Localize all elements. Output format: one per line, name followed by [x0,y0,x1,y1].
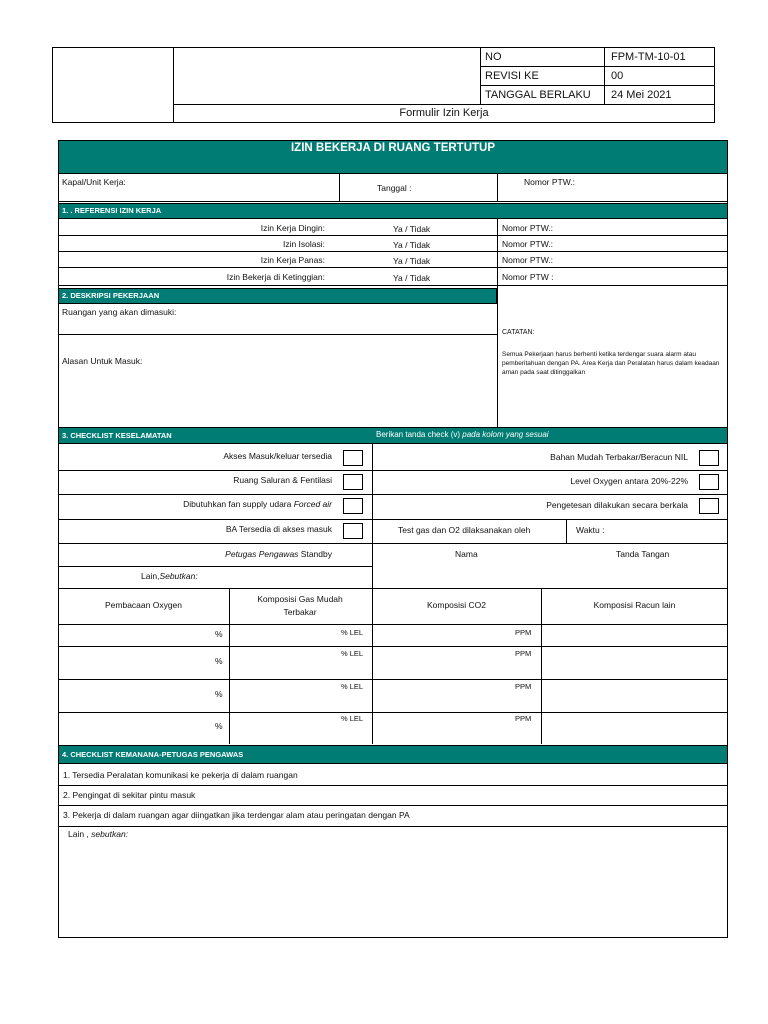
row-line [58,470,728,471]
ppm-unit: PPM [515,628,532,637]
ref-permit-label: Izin Kerja Dingin: [260,223,325,233]
form-type-title: Formulir Izin Kerja [399,107,489,119]
oxygen-unit: % [215,629,223,639]
col-line [339,174,340,201]
row-line [58,543,728,544]
effective-date-value: 24 Mei 2021 [611,89,672,101]
ppm-unit: PPM [515,682,532,691]
checklist-item-label: Bahan Mudah Terbakar/Beracun NIL [550,452,688,462]
row-line [58,805,728,806]
section-1-heading: 1. . REFERENSI IZIN KERJA [62,206,162,215]
row-line [58,785,728,786]
instruction-italic: pada kolom yang sesuai [462,430,549,439]
col-line [541,588,542,744]
oxygen-unit: % [215,689,223,699]
effective-date-label: TANGGAL BERLAKU [485,89,591,101]
ref-permit-choice[interactable]: Ya / Tidak [393,256,431,266]
ruangan-label: Ruangan yang akan dimasuki: [62,307,177,317]
lel-unit: % LEL [341,649,364,658]
header-divider [604,47,605,105]
header-divider [173,104,715,105]
form-title: IZIN BEKERJA DI RUANG TERTUTUP [290,142,496,154]
tanggal-label: Tanggal : [377,183,412,193]
row-line [58,679,728,680]
row-line [58,826,728,827]
col-line [229,588,230,744]
ptw-number-label: Nomor PTW.: [524,177,576,187]
col-line [497,174,498,201]
row-line [58,235,728,236]
lain-italic: Sebutkan: [159,571,198,581]
checklist-checkbox[interactable] [699,450,719,466]
row-line [58,519,728,520]
lel-unit: % LEL [341,628,364,637]
ref-permit-ptw: Nomor PTW.: [502,255,554,265]
oxygen-unit: % [215,721,223,731]
ref-permit-label: Izin Kerja Panas: [260,255,325,265]
checklist-item-label: BA Tersedia di akses masuk [225,524,332,534]
supervisor-check-item: 2. Pengingat di sekitar pintu masuk [63,790,196,800]
nama-label: Nama [455,549,478,559]
row-line [58,712,728,713]
gas-test-label: Test gas dan O2 dilaksanakan oleh [398,525,531,535]
ref-permit-label: Izin Isolasi: [282,239,325,249]
row-line [58,566,372,567]
row-line [58,494,728,495]
row-line [58,588,728,589]
catatan-label: CATATAN: [502,329,535,336]
checklist-checkbox[interactable] [343,450,363,466]
row-line [58,267,728,268]
section-4-heading: 4. CHECKLIST KEMANANA-PETUGAS PENGAWAS [62,750,244,759]
header-divider [480,85,715,86]
section-4-lain [68,830,128,839]
header-divider [480,66,715,67]
checklist-checkbox[interactable] [343,474,363,490]
checklist-checkbox[interactable] [699,474,719,490]
section-3-heading: 3. CHECKLIST KESELAMATAN [62,431,172,440]
lain-prefix: Lain, [141,571,160,581]
checklist-item-label: Dibutuhkan fan supply udara [183,499,292,509]
supervisor-check-item: 1. Tersedia Peralatan komunikasi ke pekerja di dalam ruangan [63,770,298,780]
col-line [372,444,373,744]
row-line [58,624,728,625]
checklist-checkbox[interactable] [343,498,363,514]
lain-sebutkan [141,572,198,581]
lel-unit: % LEL [341,682,364,691]
doc-number-label: NO [485,51,502,63]
checklist-item-label: Pengetesan dilakukan secara berkala [546,500,688,510]
ref-permit-ptw: Nomor PTW.: [502,223,554,233]
lel-unit: % LEL [341,714,364,723]
gas-header: Komposisi Gas Mudah Terbakar [257,594,343,617]
row-line [58,285,728,286]
ref-permit-choice[interactable]: Ya / Tidak [393,240,431,250]
petugas-italic: Petugas Pengawas [225,549,299,559]
checklist-item-label: Akses Masuk/keluar tersedia [223,451,332,461]
supervisor-check-item: 3. Pekerja di dalam ruangan agar diingatkan jika terdengar alam atau peringatan dengan PA [63,810,410,820]
row-line [58,646,728,647]
checklist-item-label: Level Oxygen antara 20%-22% [570,476,688,486]
tanda-tangan-label: Tanda Tangan [616,549,670,559]
ref-permit-choice[interactable]: Ya / Tidak [393,224,431,234]
section-3-instruction [376,431,549,439]
alasan-label: Alasan Untuk Masuk: [62,356,143,366]
col-line [566,519,567,543]
ref-permit-ptw: Nomor PTW : [502,272,554,282]
row-line [58,334,497,335]
ppm-unit: PPM [515,714,532,723]
row-line [58,251,728,252]
gas-header: Pembacaan Oxygen [104,600,183,610]
petugas-rest: Standby [300,549,332,559]
petugas-standby [100,550,332,559]
col-line [497,285,498,427]
ref-permit-choice[interactable]: Ya / Tidak [393,273,431,283]
col-line [497,219,498,285]
ppm-unit: PPM [515,649,532,658]
ref-permit-label: Izin Bekerja di Ketinggian: [226,272,325,282]
ref-permit-ptw: Nomor PTW.: [502,239,554,249]
oxygen-unit: % [215,656,223,666]
kapal-label: Kapal/Unit Kerja: [62,177,126,187]
forced-air-text: Forced air [293,499,332,509]
waktu-label: Waktu : [576,525,605,535]
catatan-text: Semua Pekerjaan harus berhenti ketika terdengar suara alarm atau pemberitahuan dengan PA. Area Kerja dan Peralatan harus dalam keadaan aman pada saat ditinggalkan [502,351,720,376]
header-divider [480,47,481,105]
checklist-checkbox[interactable] [343,523,363,539]
section-2-heading: 2. DESKRIPSI PEKERJAAN [62,291,160,300]
checklist-item-label: Ruang Saluran & Fentilasi [233,475,332,485]
row-line [58,201,728,202]
checklist-checkbox[interactable] [699,498,719,514]
gas-header: Komposisi CO2 [426,600,487,610]
doc-number-value: FPM-TM-10-01 [611,51,686,63]
gas-header: Komposisi Racun lain [593,600,676,610]
lain-prefix: Lain , [68,829,89,839]
revision-value: 00 [611,70,624,82]
instruction-text: Berikan tanda check (v) [376,430,461,439]
revision-label: REVISI KE [485,70,539,82]
checklist-item-fan [100,500,332,509]
lain-italic: sebutkan: [91,829,129,839]
